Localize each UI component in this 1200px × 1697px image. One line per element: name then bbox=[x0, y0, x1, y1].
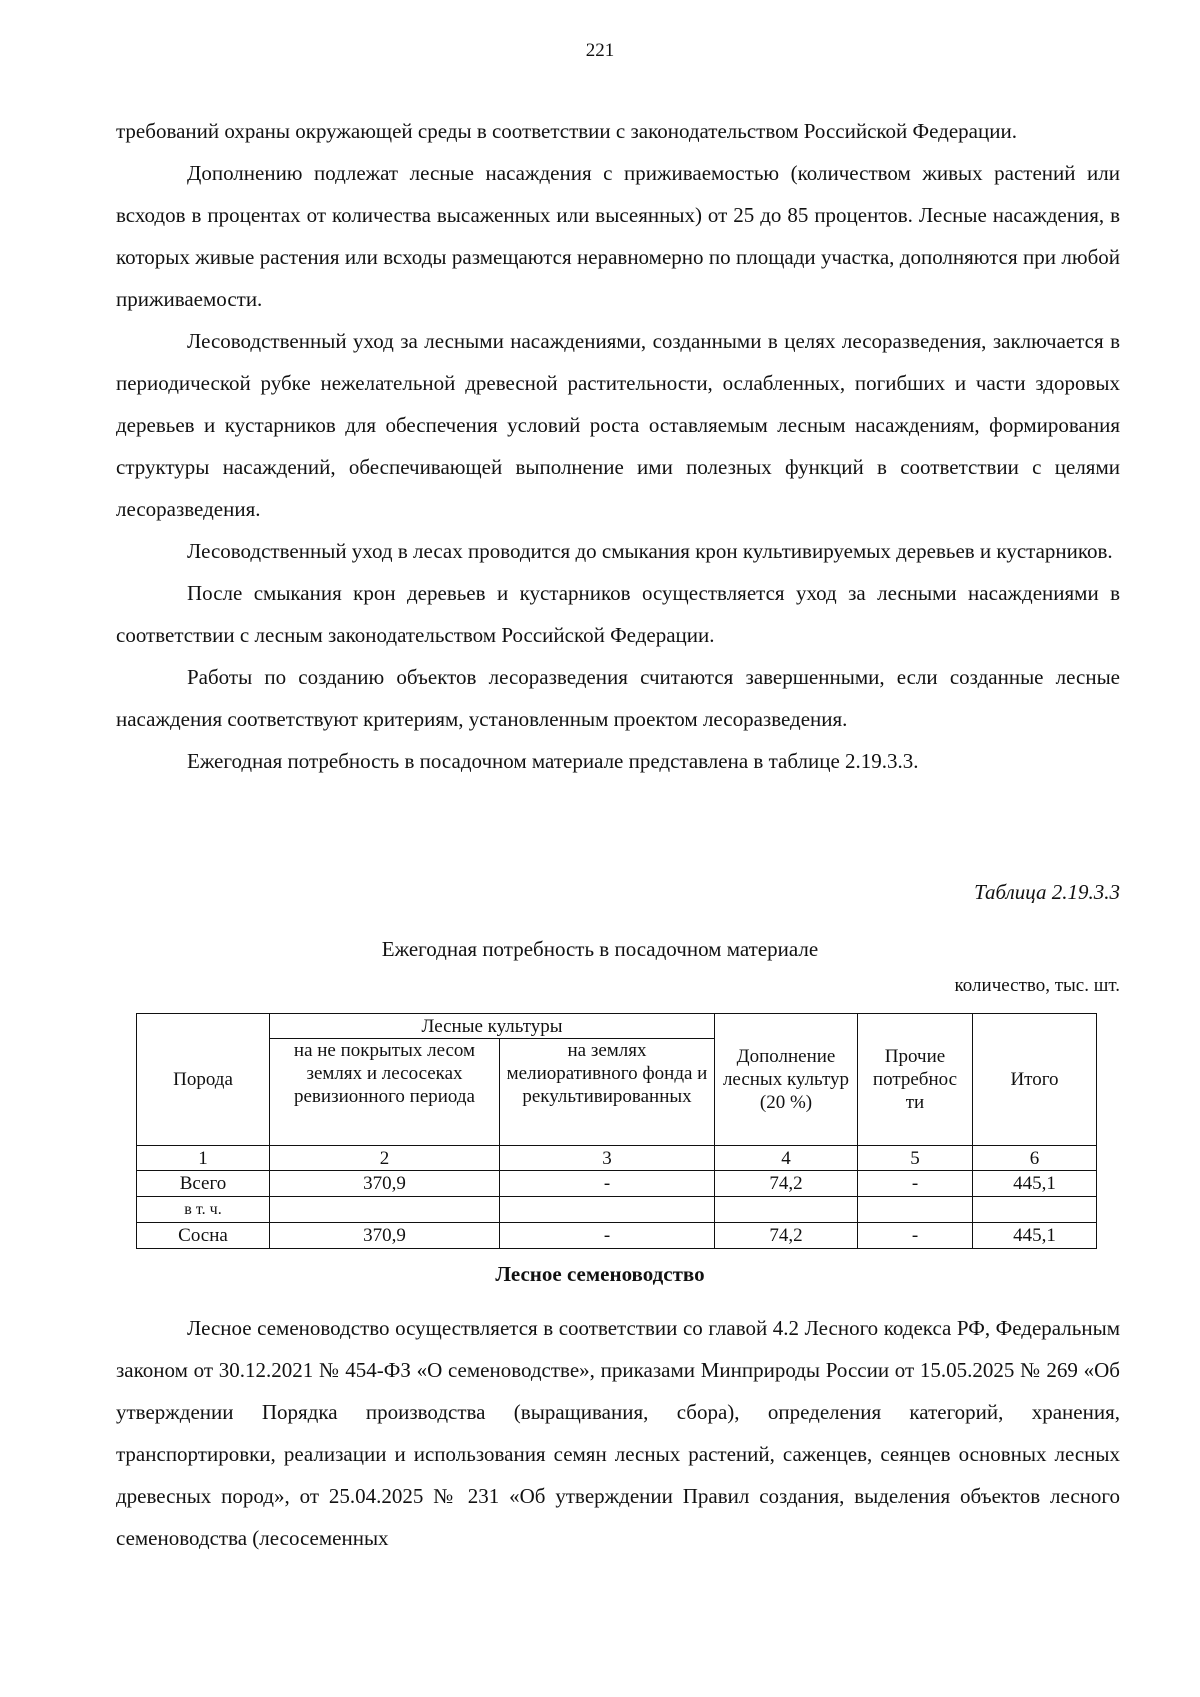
column-number: 2 bbox=[270, 1146, 500, 1171]
table-cell bbox=[858, 1197, 973, 1223]
column-number: 1 bbox=[137, 1146, 270, 1171]
paragraph: Лесное семеноводство осуществляется в соответствии со главой 4.2 Лесного кодекса РФ, Федеральным законом от 30.12.2021 № 454-ФЗ «О семеноводстве», приказами Минприроды России от 15.05.2025 № 269 «Об утверждении Порядка производства (выращивания, сбора), определения категорий, хранения, транспортировки, реализации и использования семян лесных растений, саженцев, сеянцев основных лесных древесных пород», от 25.04.2025 № 231 «Об утверждении Правил создания, выделения объектов лесного семеноводства (лесосеменных bbox=[116, 1316, 1120, 1550]
table-cell: в т. ч. bbox=[137, 1197, 270, 1223]
table-cell: 74,2 bbox=[715, 1171, 858, 1197]
header-other: Прочие потребнос ти bbox=[858, 1014, 973, 1146]
table-cell: - bbox=[500, 1171, 715, 1197]
table-cell: Сосна bbox=[137, 1223, 270, 1249]
table-cell: 445,1 bbox=[973, 1223, 1097, 1249]
paragraph: Работы по созданию объектов лесоразведения считаются завершенными, если созданные лесные насаждения соответствуют критериям, установленным проектом лесоразведения. bbox=[116, 665, 1120, 731]
table-unit-note: количество, тыс. шт. bbox=[954, 975, 1120, 996]
header-reclamation: на землях мелиоративного фонда и рекультивированных bbox=[500, 1039, 715, 1146]
body-text-top bbox=[116, 110, 1120, 782]
header-supplement: Дополнение лесных культур (20 %) bbox=[715, 1014, 858, 1146]
table-row bbox=[137, 1197, 1097, 1223]
table-cell: - bbox=[500, 1223, 715, 1249]
table-cell bbox=[715, 1197, 858, 1223]
table-cell bbox=[500, 1197, 715, 1223]
table-cell bbox=[973, 1197, 1097, 1223]
paragraph: После смыкания крон деревьев и кустарников осуществляется уход за лесными насаждениями в соответствии с лесным законодательством Российской Федерации. bbox=[116, 581, 1120, 647]
table-row bbox=[137, 1223, 1097, 1249]
paragraph: Ежегодная потребность в посадочном материале представлена в таблице 2.19.3.3. bbox=[187, 749, 919, 773]
column-number: 5 bbox=[858, 1146, 973, 1171]
paragraph: Лесоводственный уход в лесах проводится до смыкания крон культивируемых деревьев и кустарников. bbox=[187, 539, 1113, 563]
body-text-bottom bbox=[116, 1307, 1120, 1559]
table-cell: 74,2 bbox=[715, 1223, 858, 1249]
table-caption: Таблица 2.19.3.3 bbox=[974, 880, 1120, 904]
column-number-row bbox=[137, 1146, 1097, 1171]
paragraph: Дополнению подлежат лесные насаждения с приживаемостью (количеством живых растений или всходов в процентах от количества высаженных или высеянных) от 25 до 85 процентов. Лесные насаждения, в которых живые растения или всходы размещаются неравномерно по площади участка, дополняются при любой приживаемости. bbox=[116, 161, 1120, 311]
table-title: Ежегодная потребность в посадочном материале bbox=[381, 937, 819, 961]
table-cell bbox=[270, 1197, 500, 1223]
header-unforested: на не покрытых лесом землях и лесосеках ревизионного периода bbox=[270, 1039, 500, 1146]
table-cell: - bbox=[858, 1171, 973, 1197]
table-cell: 445,1 bbox=[973, 1171, 1097, 1197]
page-number: 221 bbox=[585, 40, 615, 61]
planting-material-table bbox=[136, 1013, 1097, 1249]
table-cell: 370,9 bbox=[270, 1171, 500, 1197]
table-cell: - bbox=[858, 1223, 973, 1249]
table-cell: 370,9 bbox=[270, 1223, 500, 1249]
table-row bbox=[137, 1171, 1097, 1197]
paragraph: Лесоводственный уход за лесными насаждениями, созданными в целях лесоразведения, заключается в периодической рубке нежелательной древесной растительности, ослабленных, погибших и части здоровых деревьев и кустарников для обеспечения условий роста оставляемым лесным насаждениям, формирования структуры насаждений, обеспечивающей выполнение ими полезных функций в соответствии с целями лесоразведения. bbox=[116, 329, 1120, 521]
header-species: Порода bbox=[137, 1014, 270, 1146]
column-number: 3 bbox=[500, 1146, 715, 1171]
header-forest-cultures: Лесные культуры bbox=[270, 1014, 715, 1039]
paragraph: требований охраны окружающей среды в соответствии с законодательством Российской Федерации. bbox=[116, 119, 1017, 143]
table-header-row bbox=[137, 1014, 1097, 1039]
table-cell: Всего bbox=[137, 1171, 270, 1197]
column-number: 6 bbox=[973, 1146, 1097, 1171]
column-number: 4 bbox=[715, 1146, 858, 1171]
header-total: Итого bbox=[973, 1014, 1097, 1146]
section-heading: Лесное семеноводство bbox=[495, 1262, 705, 1286]
